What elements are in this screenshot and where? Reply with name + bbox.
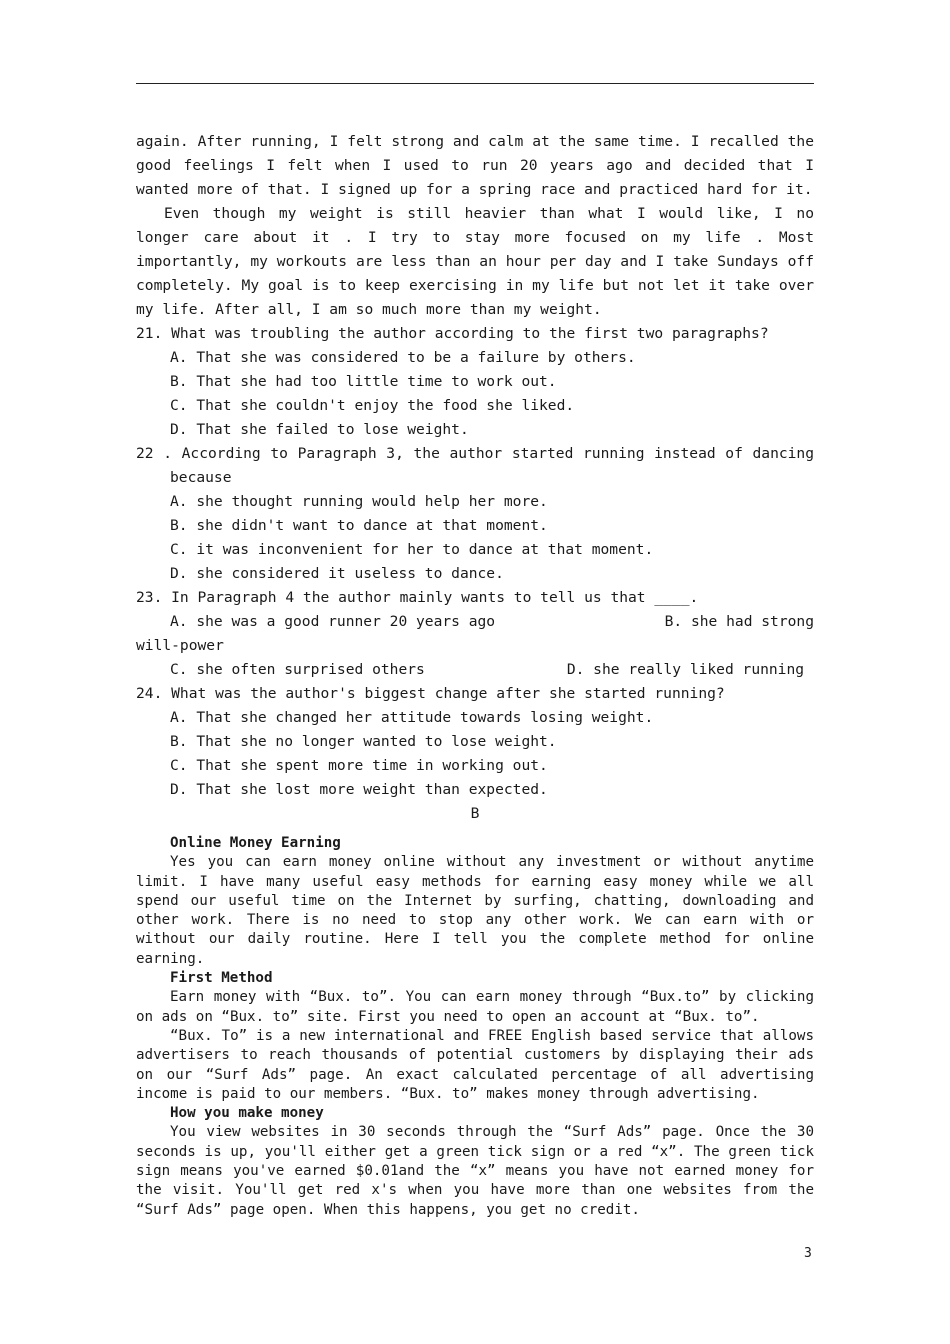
option-c: C. That she couldn't enjoy the food she liked. — [170, 397, 575, 414]
question-stem: 24. What was the author's biggest change after she started running? — [136, 685, 725, 702]
option-d: D. she really liked running — [566, 661, 805, 678]
option-d: D. That she lost more weight than expected. — [170, 781, 548, 798]
option-b: B. That she had too little time to work out. — [170, 373, 557, 390]
question-stem: 22 . According to Paragraph 3, the author started running instead of dancing because — [136, 445, 814, 486]
option-a: A. she was a good runner 20 years ago — [170, 613, 496, 630]
method-paragraph: “Bux. To” is a new international and FREE English based service that allows advertisers to reach thousands of potential customers by displaying their ads on our “Surf Ads” page. An exact calculated percentage of all advertising income is paid to our members. “Bux. to” makes money through advertising. — [136, 1027, 814, 1102]
option-b: B. That she no longer wanted to lose weight. — [170, 733, 557, 750]
question-24 — [136, 682, 814, 802]
option-row — [136, 610, 814, 634]
passage-b-title: Online Money Earning — [170, 835, 341, 851]
how-you-make-money-heading: How you make money — [170, 1105, 324, 1122]
method-paragraph: Earn money with “Bux. to”. You can earn money through “Bux.to” by clicking on ads on “Bux. to” site. First you need to open an account at “Bux. to”. — [136, 989, 814, 1025]
option-d: D. That she failed to lose weight. — [170, 421, 469, 438]
question-stem: 21. What was troubling the author according to the first two paragraphs? — [136, 325, 769, 342]
question-stem: 23. In Paragraph 4 the author mainly wants to tell us that ____. — [136, 589, 699, 606]
option-row — [136, 658, 814, 682]
passage-a-paragraph: Even though my weight is still heavier than what I would like, I no longer care about it . I try to stay more focused on my life . Most importantly, my workouts are less than an hour per day and I take Sundays off completely. My goal is to keep exercising in my life but not let it take over my life. After all, I am so much more than my weight. — [136, 205, 814, 318]
option-a: A. That she was considered to be a failure by others. — [170, 349, 636, 366]
page-number: 3 — [804, 1246, 812, 1261]
option-b: B. she had strong — [664, 613, 814, 630]
option-a: A. That she changed her attitude towards losing weight. — [170, 709, 654, 726]
money-paragraph: You view websites in 30 seconds through the “Surf Ads” page. Once the 30 seconds is up, you'll either get a green tick sign or a red “x”. The green tick sign means you've earned $0.01and the “x” means you have not earned money for the visit. You'll get red x's when you have more than one websites from the “Surf Ads” page open. When this happens, you get no credit. — [136, 1124, 814, 1218]
first-method-heading: First Method — [170, 970, 273, 987]
option-c: C. she often surprised others — [170, 661, 425, 678]
option-c: C. it was inconvenient for her to dance at that moment. — [170, 541, 654, 558]
option-a: A. she thought running would help her more. — [170, 493, 548, 510]
question-21 — [136, 322, 814, 442]
option-d: D. she considered it useless to dance. — [170, 565, 504, 582]
header-rule — [136, 83, 814, 84]
passage-a — [136, 130, 814, 826]
passage-b-intro: Yes you can earn money online without any investment or without anytime limit. I have many useful easy methods for earning easy money while we all spend our useful time on the Internet by surfing, chatting, downloading and other work. There is no need to stop any other work. We can earn with or without our daily routine. Here I tell you the complete method for online earning. — [136, 854, 814, 967]
option-b-continued: will-power — [136, 637, 224, 654]
option-b: B. she didn't want to dance at that moment. — [170, 517, 548, 534]
question-22 — [136, 442, 814, 586]
passage-b — [136, 834, 814, 1220]
option-c: C. That she spent more time in working out. — [170, 757, 548, 774]
section-b-label: B — [470, 805, 480, 822]
question-23 — [136, 586, 814, 682]
passage-a-paragraph: again. After running, I felt strong and calm at the same time. I recalled the good feelings I felt when I used to run 20 years ago and decided that I wanted more of that. I signed up for a spring race and practiced hard for it. — [136, 133, 814, 198]
